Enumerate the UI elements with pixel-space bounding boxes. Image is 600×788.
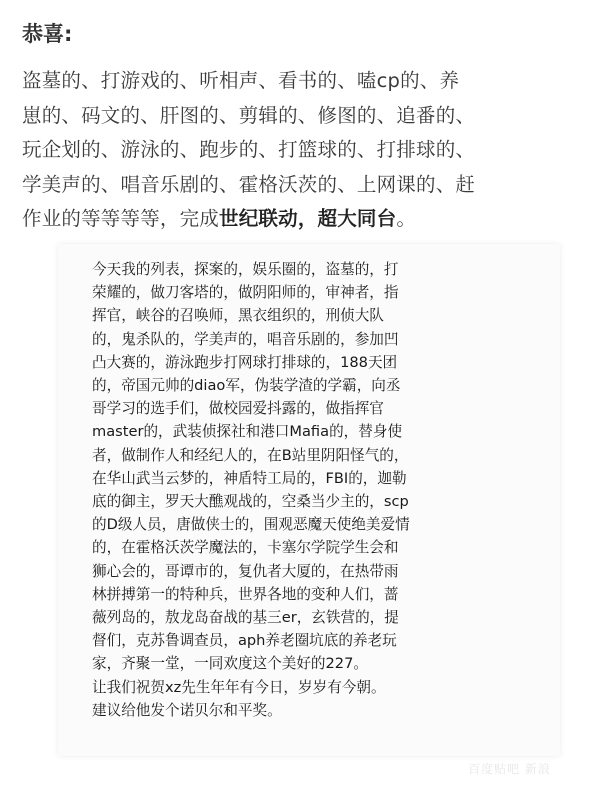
note-line: 在华山武当云梦的，神盾特工局的，FBI的，迦勒 <box>92 469 407 487</box>
note-line: 林拼搏第一的特种兵，世界各地的变种人们，蔷 <box>92 585 399 603</box>
note-line: master的，武装侦探社和港口Mafia的，替身使 <box>92 423 403 441</box>
intro-paragraph <box>22 64 587 237</box>
intro-comma: ， <box>297 207 318 230</box>
highlight-world-crossover: 世纪联动 <box>219 207 298 230</box>
intro-line: 学美声的、唱音乐剧的、霍格沃茨的、上网课的、赶 <box>22 172 476 196</box>
note-line: 建议给他发个诺贝尔和平奖。 <box>92 701 282 719</box>
note-line: 的，鬼杀队的，学美声的，唱音乐剧的，参加凹 <box>92 330 399 348</box>
watermark: 百度贴吧 新浪 <box>468 762 551 776</box>
highlight-big-stage: 超大同台 <box>317 207 397 230</box>
note-line: 荣耀的，做刀客塔的，做阴阳师的，审神者，指 <box>92 284 399 302</box>
note-line: 家，齐聚一堂，一同欢度这个美好的227。 <box>92 655 368 673</box>
intro-text: 作业的等等等等，完成 <box>22 207 220 230</box>
note-line: 今天我的列表，探案的，娱乐圈的，盗墓的，打 <box>92 261 399 278</box>
note-line: 狮心会的，哥谭市的，复仇者大厦的，在热带雨 <box>92 562 399 580</box>
heading: 恭喜: <box>22 22 73 46</box>
note-line: 的，帝国元帅的diao军，伪装学渣的学霸，向丞 <box>92 377 401 395</box>
note-line: 督们，克苏鲁调查员，aph养老圈坑底的养老玩 <box>92 632 397 650</box>
note-photo <box>58 244 560 756</box>
note-line: 的D级人员，唐做侠士的，围观恶魔天使绝美爱情 <box>92 516 410 534</box>
note-line: 者，做制作人和经纪人的，在B站里阴阳怪气的， <box>92 446 409 464</box>
intro-line: 玩企划的、游泳的、跑步的、打篮球的、打排球的、 <box>22 138 476 161</box>
note-line: 让我们祝贺xz先生年年有今日，岁岁有今朝。 <box>92 678 386 696</box>
intro-line: 崽的、码文的、肝图的、剪辑的、修图的、追番的、 <box>22 103 476 127</box>
intro-period: 。 <box>396 207 417 230</box>
note-line: 薇列岛的，敖龙岛奋战的基三er，玄铁营的，提 <box>92 609 399 627</box>
intro-line: 盗墓的、打游戏的、听相声、看书的、嗑cp的、养 <box>22 69 460 92</box>
note-text <box>92 258 532 722</box>
note-line: 的，在霍格沃茨学魔法的，卡塞尔学院学生会和 <box>92 539 399 557</box>
note-line: 底的御主，罗天大醮观战的，空桑当少主的，scp <box>92 493 409 511</box>
intro-line-last <box>22 202 587 237</box>
note-line: 凸大赛的，游泳跑步打网球打排球的，188天团 <box>92 353 398 371</box>
note-line: 挥官，峡谷的召唤师，黑衣组织的，刑侦大队 <box>92 307 384 325</box>
note-line: 哥学习的选手们，做校园爱抖露的，做指挥官 <box>92 400 384 418</box>
